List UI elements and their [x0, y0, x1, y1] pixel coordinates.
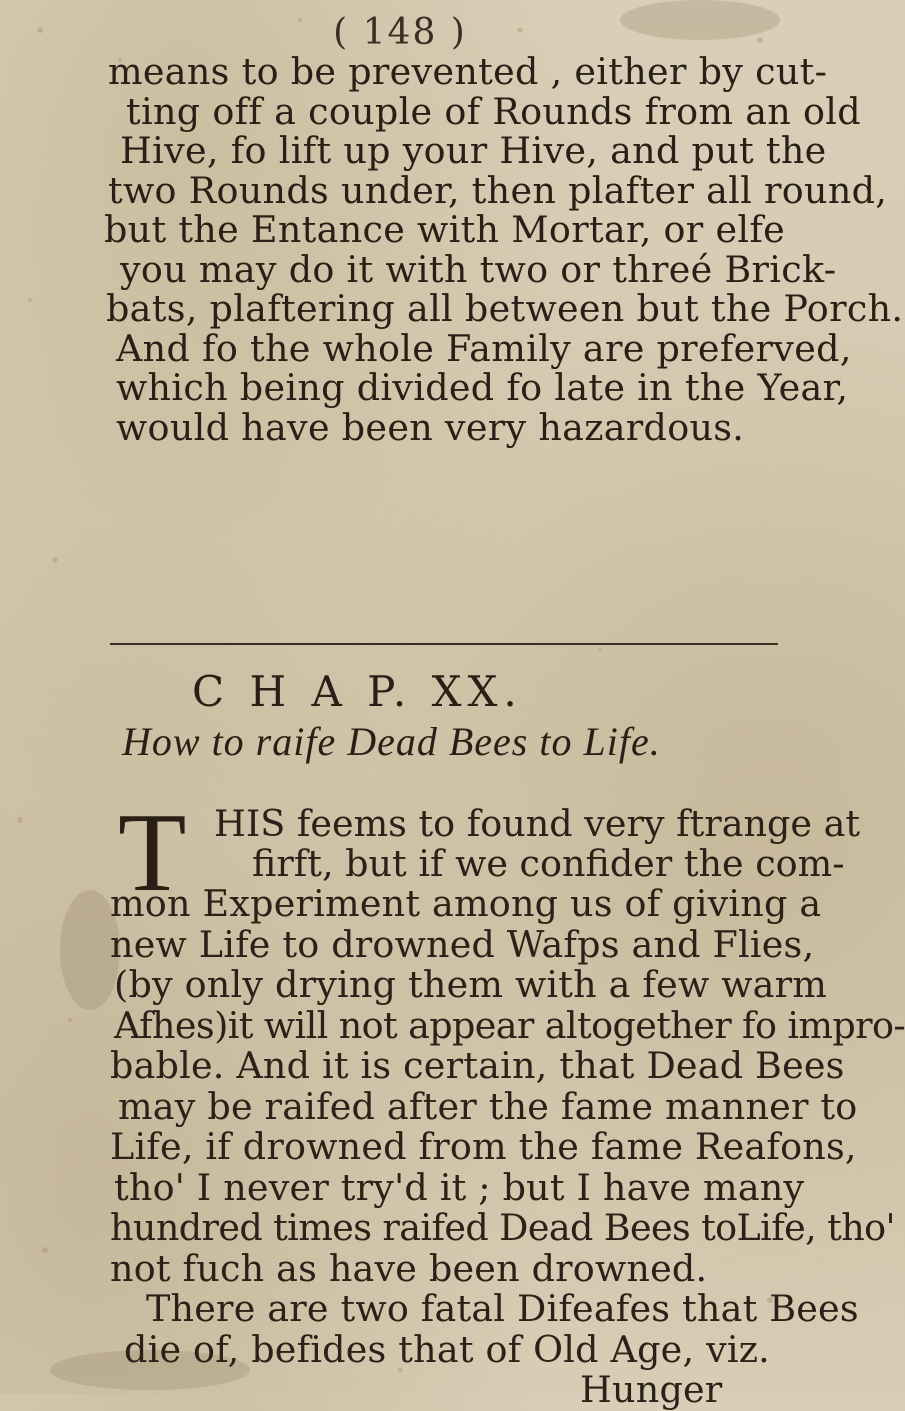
text-line: hundred times raifed Dead Bees toLife, tho' — [110, 1206, 895, 1249]
text-line: HIS feems to found very ftrange at — [214, 802, 861, 845]
text-line: Life, if drowned from the fame Reafons, — [110, 1125, 857, 1168]
text-line: may be raifed after the fame manner to — [118, 1084, 858, 1128]
text-line: die of, befides that of Old Age, viz. — [124, 1327, 770, 1371]
text-line: not fuch as have been drowned. — [110, 1246, 708, 1290]
text-line: bable. And it is certain, that Dead Bees — [110, 1044, 845, 1087]
text-line: firft, but if we confider the com- — [252, 842, 845, 885]
text-line: but the Entance with Mortar, or elfe — [104, 208, 786, 251]
text-line: Hive, fo lift up your Hive, and put the — [120, 129, 827, 172]
text-line: means to be prevented , either by cut- — [108, 50, 828, 93]
text-line: two Rounds under, then plafter all round, — [108, 168, 888, 212]
text-line: mon Experiment among us of giving a — [110, 882, 822, 925]
chapter-body — [110, 882, 905, 1411]
text-line: you may do it with two or threé Brick- — [120, 247, 837, 291]
text-line: would have been very hazardous. — [116, 405, 745, 449]
text-line: And fo the whole Family are preferved, — [116, 326, 852, 370]
text-line: which being divided fo late in the Year, — [116, 366, 849, 409]
text-line: bats, plaftering all between but the Porch. — [106, 287, 904, 330]
page-number: ( 148 ) — [333, 12, 467, 53]
text-line: ting off a couple of Rounds from an old — [126, 89, 861, 133]
text-line: tho' I never try'd it ; but I have many — [114, 1165, 805, 1209]
chapter-title: How to raife Dead Bees to Life. — [122, 719, 661, 764]
chapter-heading: C H A P. XX. — [192, 667, 523, 716]
text-line: new Life to drowned Wafps and Flies, — [110, 922, 815, 966]
drop-cap: T — [118, 791, 187, 915]
text-line: Afhes)it will not appear altogether fo impro- — [114, 1003, 905, 1047]
section-divider — [110, 643, 778, 645]
text-line: There are two fatal Difeafes that Bees — [146, 1287, 859, 1330]
text-line: (by only drying them with a few warm — [114, 963, 828, 1006]
catchword: Hunger — [580, 1368, 723, 1411]
continued-paragraph — [98, 50, 904, 449]
